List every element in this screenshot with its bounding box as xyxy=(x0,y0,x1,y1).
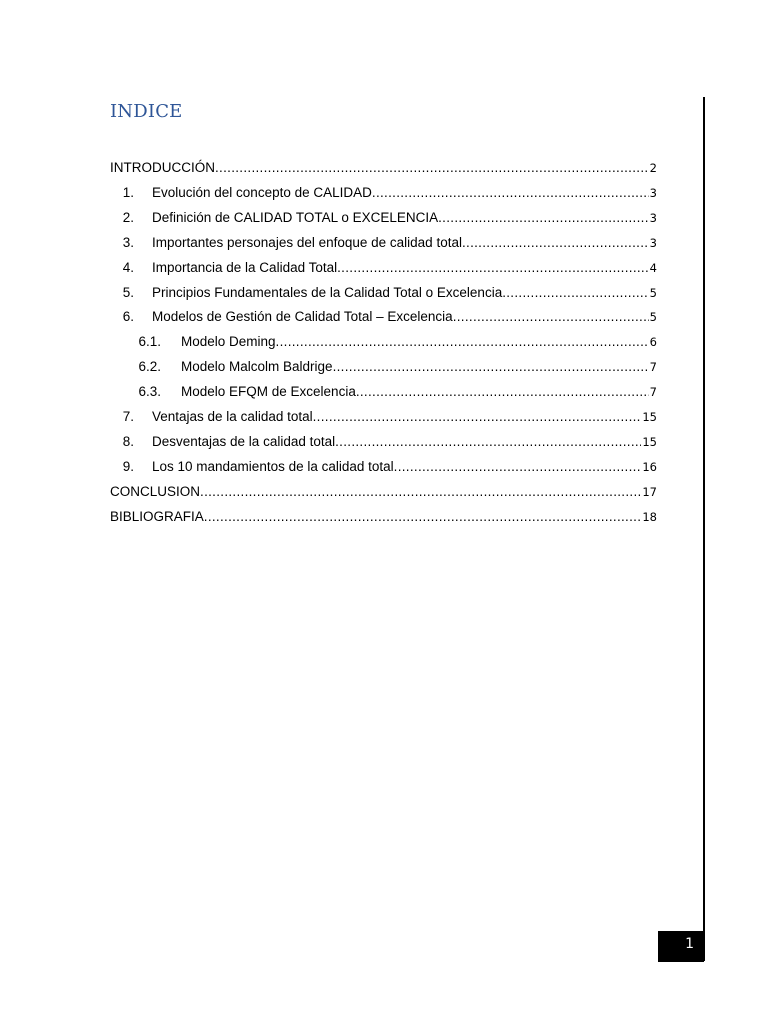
toc-entry-page: 18 xyxy=(642,509,657,524)
toc-entry-number: 6.2. xyxy=(138,359,161,375)
toc-entry-label: Importantes personajes del enfoque de calidad total xyxy=(152,234,462,250)
dot-leader xyxy=(502,280,648,305)
toc-entry-label: Modelo Deming xyxy=(181,334,276,350)
toc-entry[interactable] xyxy=(0,155,768,180)
toc-entry[interactable] xyxy=(0,379,768,404)
toc-entry-number: 9. xyxy=(122,458,134,474)
toc-entry-number: 7. xyxy=(122,409,134,424)
toc-entry-number: 5. xyxy=(122,284,134,300)
toc-entry-page: 5 xyxy=(649,310,657,325)
dot-leader xyxy=(335,429,641,454)
toc-entry-page: 15 xyxy=(642,434,657,449)
dot-leader xyxy=(356,379,649,404)
toc-entry-page: 2 xyxy=(649,161,657,175)
toc-entry-label: Evolución del concepto de CALIDAD xyxy=(152,184,372,200)
toc-entry-number: 6. xyxy=(122,309,134,325)
toc-entry-leader xyxy=(152,205,657,231)
toc-entry-number: 8. xyxy=(122,433,134,449)
footer-page-badge xyxy=(658,931,704,962)
dot-leader xyxy=(337,255,649,280)
dot-leader xyxy=(276,329,649,354)
footer-page-number: 1 xyxy=(685,936,694,952)
toc-entry-page: 16 xyxy=(642,459,657,474)
toc-entry-leader xyxy=(152,180,657,206)
toc-entry-label: CONCLUSION xyxy=(110,483,201,499)
dot-leader xyxy=(394,454,642,479)
toc-entry-leader xyxy=(110,155,657,181)
toc-entry-page: 7 xyxy=(649,360,657,375)
toc-entry-page: 4 xyxy=(649,260,657,275)
toc-entry-number: 2. xyxy=(122,209,134,225)
toc-entry[interactable] xyxy=(0,429,768,454)
toc-entry-label: Modelos de Gestión de Calidad Total – Excelencia xyxy=(152,309,453,325)
toc-entry-label: Ventajas de la calidad total xyxy=(152,409,313,424)
toc-entry-label: Los 10 mandamientos de la calidad total xyxy=(152,458,394,474)
toc-entry[interactable] xyxy=(0,454,768,479)
toc-entry-number: 3. xyxy=(122,234,134,250)
toc-entry-leader xyxy=(152,304,657,330)
toc-entry-page: 6 xyxy=(649,335,657,350)
toc-entry-label: Modelo Malcolm Baldrige xyxy=(181,359,333,375)
toc-entry-number: 6.1. xyxy=(138,334,161,350)
toc-entry-leader xyxy=(152,280,657,306)
dot-leader xyxy=(372,180,649,205)
toc-entry-number: 1. xyxy=(122,184,134,200)
toc-entry-page: 17 xyxy=(642,484,657,499)
dot-leader xyxy=(453,304,649,329)
toc-entry[interactable] xyxy=(0,504,768,529)
toc-entry[interactable] xyxy=(0,404,768,429)
toc-entry-number: 6.3. xyxy=(138,384,161,400)
toc-entry-leader xyxy=(152,230,657,256)
toc-entry-label: Principios Fundamentales de la Calidad Total o Excelencia xyxy=(152,284,503,300)
toc-entry-leader xyxy=(152,404,657,430)
toc-entry-label: Definición de CALIDAD TOTAL o EXCELENCIA xyxy=(152,209,439,225)
toc-entry[interactable] xyxy=(0,329,768,354)
toc-entry-leader xyxy=(110,504,657,530)
toc-entry[interactable] xyxy=(0,180,768,205)
toc-entry-label: Importancia de la Calidad Total xyxy=(152,259,338,275)
toc-entry-label: BIBLIOGRAFIA xyxy=(110,508,204,524)
toc-entry-leader xyxy=(181,329,657,355)
toc-entry-leader xyxy=(152,429,657,455)
toc-entry[interactable] xyxy=(0,479,768,504)
dot-leader xyxy=(200,479,641,504)
dot-leader xyxy=(215,155,649,180)
toc-entry[interactable] xyxy=(0,255,768,280)
toc-entry-number: 4. xyxy=(122,259,134,275)
toc-entry-page: 3 xyxy=(649,235,657,250)
dot-leader xyxy=(462,230,649,255)
toc-entry-page: 3 xyxy=(649,185,657,200)
toc-entry[interactable] xyxy=(0,230,768,255)
toc-entry-label: Modelo EFQM de Excelencia xyxy=(181,384,356,400)
dot-leader xyxy=(204,504,642,529)
toc-entry[interactable] xyxy=(0,304,768,329)
toc-entry-leader xyxy=(152,255,657,281)
toc-entry[interactable] xyxy=(0,354,768,379)
toc-entry-leader xyxy=(152,454,657,480)
toc-entry-leader xyxy=(181,379,657,405)
toc-entry-page: 5 xyxy=(649,285,657,300)
toc-entry-leader xyxy=(110,479,657,505)
dot-leader xyxy=(438,205,649,230)
toc-entry-label: INTRODUCCIÓN xyxy=(110,160,215,175)
toc-entry-page: 3 xyxy=(649,210,657,225)
toc-entry[interactable] xyxy=(0,205,768,230)
toc-entry-page: 15 xyxy=(642,410,657,424)
toc-entry-page: 7 xyxy=(649,385,657,400)
dot-leader xyxy=(313,404,642,429)
toc-entry[interactable] xyxy=(0,280,768,305)
toc-entry-label: Desventajas de la calidad total xyxy=(152,433,336,449)
page-title: INDICE xyxy=(110,101,183,122)
dot-leader xyxy=(333,354,649,379)
toc-entry-leader xyxy=(181,354,657,380)
